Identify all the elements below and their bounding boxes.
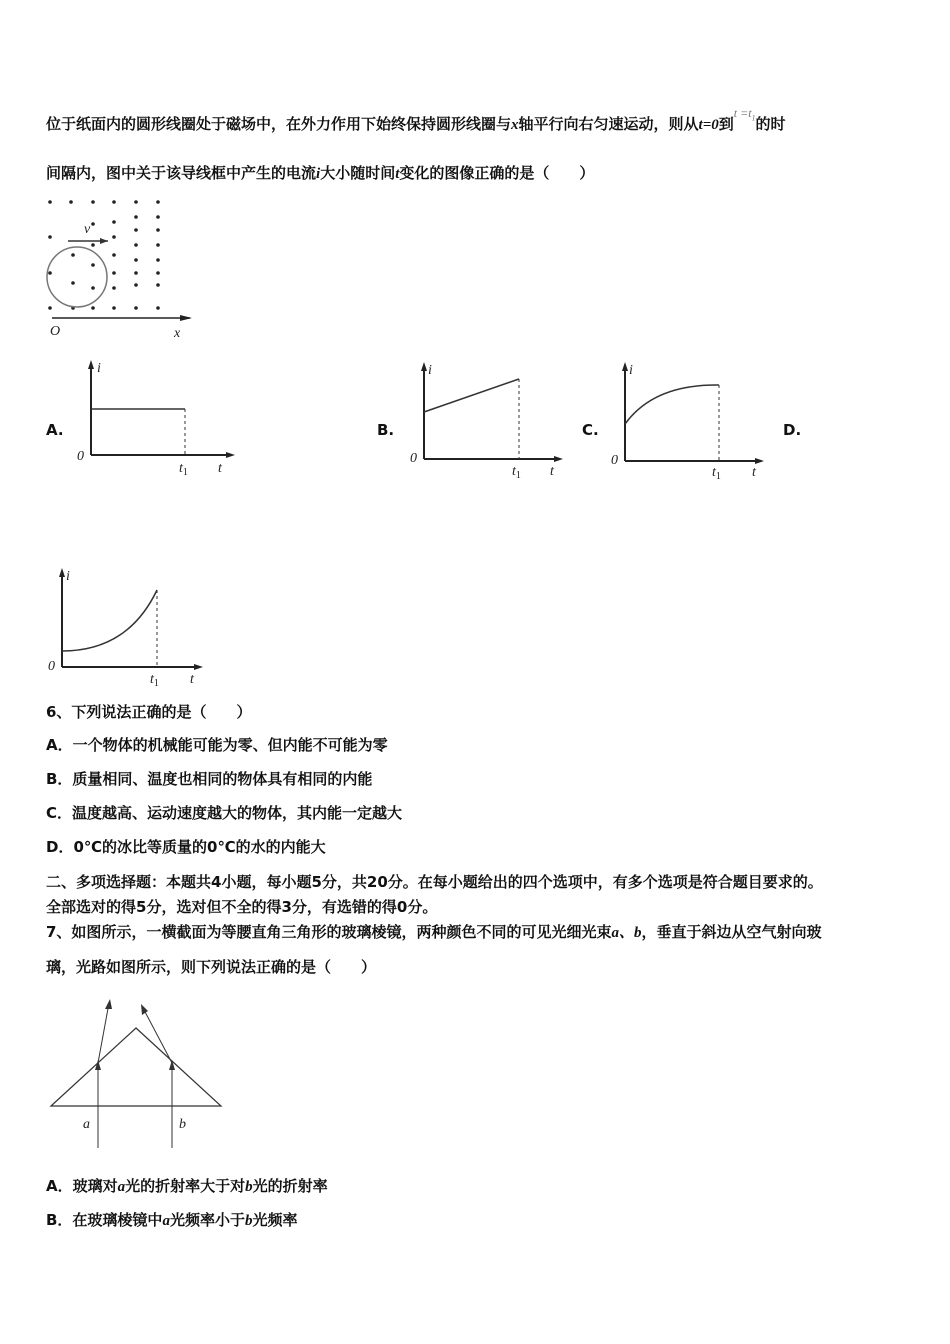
field-dot (71, 281, 75, 285)
text: 1 (751, 113, 756, 123)
field-dot (156, 215, 160, 219)
label-t: t (752, 465, 756, 480)
q6-stem: 6、下列说法正确的是（ ） (46, 703, 252, 721)
option-b-label[interactable]: B. (377, 421, 395, 439)
var-ab: a、b (611, 925, 642, 941)
label-origin: O (50, 324, 61, 339)
var-i: i (316, 166, 321, 182)
option-a-label[interactable]: A. (46, 421, 64, 439)
curve (424, 379, 519, 412)
formula-t-eq-t1 (733, 106, 756, 123)
field-dot (48, 306, 52, 310)
field-dot (91, 222, 95, 226)
label-i: i (428, 363, 432, 378)
field-dot (156, 228, 160, 232)
field-dot (48, 200, 52, 204)
text: 位于纸面内的圆形线圈处于磁场中，在外力作用下始终保持圆形线圈与 (46, 115, 512, 133)
label-t: t (190, 672, 194, 687)
label-i: i (97, 361, 101, 376)
curve (62, 590, 157, 651)
label-t1: $t_1$ (179, 461, 188, 478)
q6-option-b[interactable]: B．质量相同、温度也相同的物体具有相同的内能 (46, 770, 373, 788)
text: 的时 (755, 115, 786, 133)
field-dot (134, 228, 138, 232)
field-dot (134, 271, 138, 275)
var-x: x (511, 117, 519, 133)
section2-instructions: 二、多项选择题：本题共4小题，每小题5分，共20分。在每小题给出的四个选项中，有多个选项是符合题目要求的。 (46, 873, 823, 891)
var-t0: t=0 (698, 117, 719, 133)
label-t: t (550, 464, 554, 479)
arrow-head-icon (88, 360, 94, 369)
field-dot (48, 235, 52, 239)
text: 变化的图像正确的是（ ） (399, 164, 595, 182)
graph-c (609, 362, 779, 482)
q7-option-b[interactable]: B．在玻璃棱镜中a光频率小于b光频率 (46, 1211, 298, 1229)
label-origin: 0 (77, 449, 84, 464)
label-origin: 0 (410, 451, 417, 466)
q6-option-a[interactable]: A．一个物体的机械能可能为零、但内能不可能为零 (46, 736, 388, 754)
magnetic-field-figure (40, 195, 200, 345)
graph-d (48, 568, 218, 688)
arrow-head-icon (100, 238, 108, 244)
field-dot (156, 271, 160, 275)
var-t: t (395, 166, 400, 182)
label-i: i (66, 569, 70, 584)
field-dot (156, 306, 160, 310)
field-dot (134, 283, 138, 287)
q6-option-d[interactable]: D．0℃的冰比等质量的0℃的水的内能大 (46, 838, 326, 856)
field-dot (134, 200, 138, 204)
arrow-head-icon (226, 452, 235, 458)
field-dot (134, 243, 138, 247)
field-dot (91, 286, 95, 290)
field-dot (134, 258, 138, 262)
field-dot (112, 220, 116, 224)
label-t1: $t_1$ (150, 672, 159, 689)
label-b: b (179, 1117, 186, 1132)
q7-line1 (46, 922, 821, 943)
graph-a (75, 360, 245, 480)
field-dot (156, 283, 160, 287)
label-origin: 0 (48, 659, 55, 674)
field-dot (112, 235, 116, 239)
field-dot (134, 306, 138, 310)
label-a: a (83, 1117, 90, 1132)
text: 间隔内，图中关于该导线框中产生的电流 (46, 164, 317, 182)
label-t1: $t_1$ (512, 464, 521, 481)
field-dot (91, 306, 95, 310)
field-dot (69, 200, 73, 204)
coil-circle (47, 247, 107, 307)
field-dot (112, 286, 116, 290)
text: ，垂直于斜边从空气射向玻 (641, 923, 822, 941)
field-dot (112, 253, 116, 257)
field-dot (156, 243, 160, 247)
q7-line2: 璃，光路如图所示，则下列说法正确的是（ ） (46, 958, 377, 976)
field-dot (156, 200, 160, 204)
q7-option-a[interactable]: A．玻璃对a光的折射率大于对b光的折射率 (46, 1177, 328, 1195)
field-dots (48, 200, 160, 310)
field-dot (156, 258, 160, 262)
field-dot (91, 263, 95, 267)
prism-triangle (51, 1028, 221, 1106)
q5-line2 (46, 163, 594, 184)
prism-figure (45, 998, 230, 1148)
field-dot (112, 200, 116, 204)
curve (625, 385, 719, 424)
label-x: x (174, 326, 181, 341)
text: 到 (718, 115, 734, 133)
label-t: t (218, 461, 222, 476)
label-t1: $t_1$ (712, 465, 721, 482)
label-i: i (629, 363, 633, 378)
field-dot (112, 306, 116, 310)
q6-option-c[interactable]: C．温度越高、运动速度越大的物体，其内能一定越大 (46, 804, 403, 822)
option-c-label[interactable]: C. (582, 421, 599, 439)
field-dot (112, 271, 116, 275)
field-dot (91, 243, 95, 247)
option-d-label[interactable]: D. (783, 421, 802, 439)
text: 7、如图所示，一横截面为等腰直角三角形的玻璃棱镜，两种颜色不同的可见光细光束 (46, 923, 612, 941)
label-origin: 0 (611, 453, 618, 468)
text: 大小随时间 (320, 164, 396, 182)
q5-line1 (46, 106, 786, 140)
text: t =t (733, 106, 752, 120)
section2-instructions: 全部选对的得5分，选对但不全的得3分，有选错的得0分。 (46, 898, 438, 916)
text: 轴平行向右匀速运动，则从 (518, 115, 699, 133)
label-v: v (84, 222, 91, 237)
field-dot (91, 200, 95, 204)
graph-b (408, 362, 578, 482)
field-dot (134, 215, 138, 219)
arrow-head-icon (180, 315, 192, 321)
field-dot (71, 253, 75, 257)
field-dot (48, 271, 52, 275)
